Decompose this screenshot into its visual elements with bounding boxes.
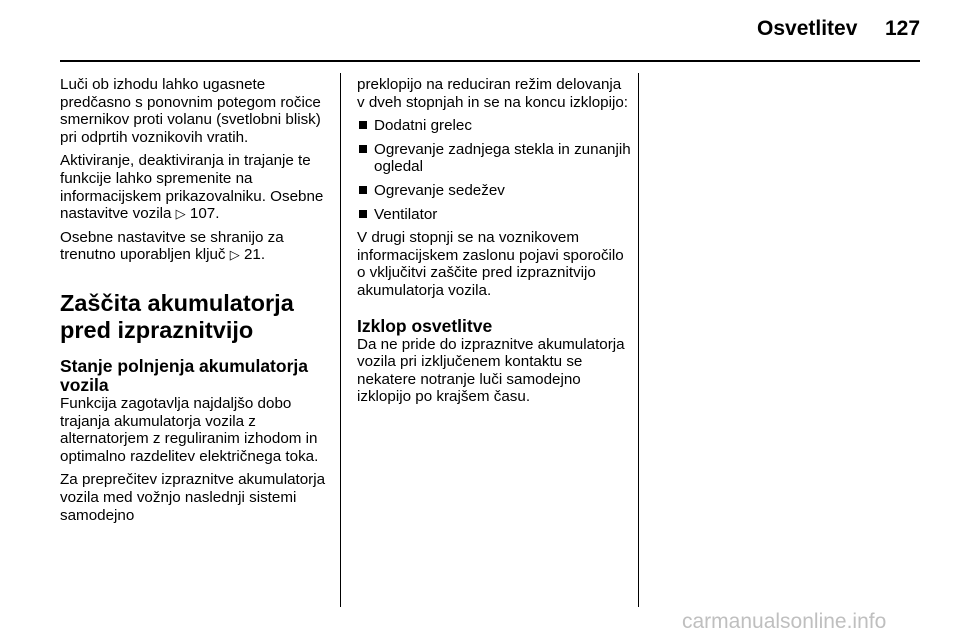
paragraph-text: Osebne nastavitve se shranijo za trenutno uporabljen ključ xyxy=(60,228,284,264)
reference-arrow-icon: ▷ xyxy=(175,206,186,222)
column-middle xyxy=(357,76,633,412)
paragraph: preklopijo na reduciran režim delovanja v dveh stopnjah in se na koncu izklopijo: xyxy=(357,76,629,111)
paragraph xyxy=(60,152,336,222)
paragraph: Luči ob izhodu lahko ugasnete predčasno s ponovnim potegom ročice smernikov proti volanu (svetlobni blisk) pri odprtih voznikovih vratih. xyxy=(60,76,321,146)
page-title: Osvetlitev xyxy=(757,17,858,40)
paragraph: Za preprečitev izpraznitve akumulatorja vozila med vožnjo naslednji sistemi samodejno xyxy=(60,471,326,524)
bullet-list xyxy=(357,117,633,223)
paragraph: Da ne pride do izpraznitve akumulatorja vozila pri izključenem kontaktu se nekatere notranje luči samodejno izklopijo po krajšem času. xyxy=(357,335,625,406)
header-rule xyxy=(60,60,920,62)
paragraph: V drugi stopnji se na voznikovem informacijskem zaslonu pojavi sporočilo o vključitvi zaščite pred izpraznitvijo akumulatorja vozila. xyxy=(357,229,624,299)
section-heading: Zaščita akumulatorja pred izpraznitvijo xyxy=(60,289,294,343)
page-header xyxy=(0,0,960,62)
column-divider xyxy=(340,73,341,607)
list-item: Ogrevanje zadnjega stekla in zunanjih ogledal xyxy=(357,141,633,176)
subheading: Stanje polnjenja akumulatorja vozila xyxy=(60,355,308,395)
paragraph: Funkcija zagotavlja najdaljšo dobo trajanja akumulatorja vozila z alternatorjem z reguliranim izhodom in optimalno razdelitev električnega toka. xyxy=(60,394,319,465)
reference-arrow-icon: ▷ xyxy=(229,247,240,263)
column-left xyxy=(60,76,336,530)
subheading: Izklop osvetlitve xyxy=(357,315,493,336)
page-reference: 21. xyxy=(243,246,266,264)
paragraph xyxy=(60,229,336,264)
page-number: 127 xyxy=(885,17,921,40)
page-reference: 107. xyxy=(189,205,220,223)
column-divider xyxy=(638,73,639,607)
list-item: Ogrevanje sedežev xyxy=(357,182,633,200)
paragraph-text: Aktiviranje, deaktiviranja in trajanje te funkcije lahko spremenite na informacijskem prikazovalniku. Osebne nastavitve vozila xyxy=(60,152,324,223)
list-item: Dodatni grelec xyxy=(357,117,633,135)
list-item: Ventilator xyxy=(357,206,633,224)
watermark: carmanualsonline.info xyxy=(682,610,887,633)
